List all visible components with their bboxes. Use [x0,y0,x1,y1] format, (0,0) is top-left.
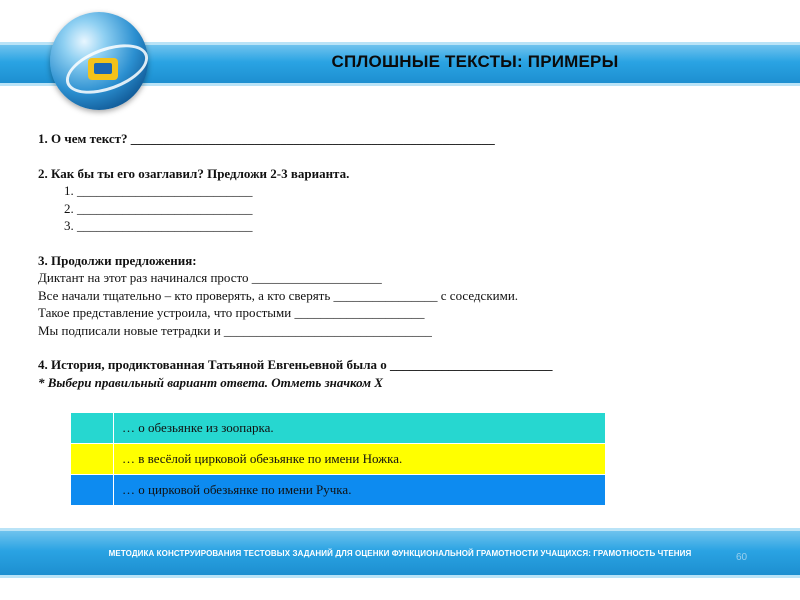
answer-line-3: 3. ___________________________ [64,218,253,233]
option-checkbox[interactable] [71,413,114,444]
footer-text: МЕТОДИКА КОНСТРУИРОВАНИЯ ТЕСТОВЫХ ЗАДАНИЙ ДЛЯ ОЦЕНКИ ФУНКЦИОНАЛЬНОЙ ГРАМОТНОСТИ УЧАЩИХСЯ: ГРАМОТНОСТЬ ЧТЕНИЯ [108,549,692,558]
option-text: … о обезьянке из зоопарка. [114,413,606,444]
sentence-4: Мы подписали новые тетрадки и ________________________________ [38,322,432,338]
sentence-3: Такое представление устроила, что простыми ____________________ [38,305,425,320]
option-row[interactable] [71,475,606,506]
sentence-1: Диктант на этот раз начинался просто ____________________ [38,270,382,285]
question-3: 3. Продолжи предложения: [38,252,197,268]
page-title: СПЛОШНЫЕ ТЕКСТЫ: ПРИМЕРЫ [331,52,619,71]
answer-options-table [70,412,606,506]
option-checkbox[interactable] [71,444,114,475]
sentence-2: Все начали тщательно – кто проверять, а кто сверять ________________ с соседскими. [38,287,519,303]
option-row[interactable] [71,444,606,475]
question-4: 4. История, продиктованная Татьяной Евгеньевной была о _________________________ [38,357,553,372]
worksheet [38,130,778,391]
page-number: 60 [736,552,748,563]
answer-line-1: 1. ___________________________ [64,183,253,198]
question-2: 2. Как бы ты его озаглавил? Предложи 2-3 варианта. [38,165,350,181]
question-4-instruction: * Выбери правильный вариант ответа. Отметь значком Х [38,374,383,390]
option-text: … о цирковой обезьянке по имени Ручка. [114,475,606,506]
answer-line-2: 2. ___________________________ [64,200,253,216]
option-checkbox[interactable] [71,475,114,506]
question-1: 1. О чем текст? ________________________________________________________ [38,131,495,146]
option-text: … в весёлой цирковой обезьянке по имени Ножка. [114,444,606,475]
option-row[interactable] [71,413,606,444]
